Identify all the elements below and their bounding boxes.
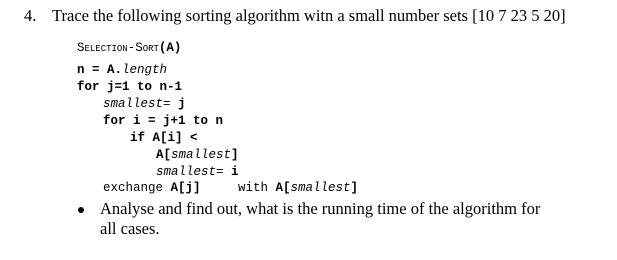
code-line-1-kw: n = A. [77, 63, 123, 77]
algorithm-name: Selection-Sort [77, 41, 159, 55]
code-line-7-italic: smallest= [156, 165, 224, 179]
code-line-3-italic: smallest= [103, 97, 171, 111]
code-line-6-a: A[ [156, 148, 172, 162]
code-line-8-e: ] [350, 181, 359, 195]
code-line-6-b: ] [231, 148, 239, 162]
algorithm-title [77, 40, 181, 56]
code-line-3 [103, 96, 186, 112]
code-line-6-italic: smallest [171, 148, 232, 162]
code-line-8-b: A[j] [170, 181, 201, 195]
question-text: Trace the following sorting algorithm witn a small number sets [10 7 23 5 20] [52, 6, 566, 25]
code-line-8-italic: smallest [290, 181, 351, 195]
code-line-2: for j=1 to n-1 [77, 80, 183, 94]
code-line-8 [103, 180, 201, 196]
bullet-icon [78, 207, 84, 213]
code-line-6 [156, 147, 239, 163]
algorithm-param: (A) [158, 41, 182, 55]
code-line-7-tail: i [223, 165, 239, 179]
code-line-8-c: with [238, 181, 276, 195]
code-line-8-a: exchange [103, 181, 171, 195]
code-line-1-italic: length [122, 63, 168, 77]
question-heading [24, 6, 566, 26]
code-line-5: if A[i] < [130, 131, 198, 145]
question-number: 4. [24, 6, 37, 25]
code-line-1 [77, 62, 167, 78]
bullet-text: Analyse and find out, what is the running time of the algorithm for all cases. [100, 199, 541, 238]
code-line-4: for i = j+1 to n [103, 114, 224, 128]
code-line-8-with [238, 180, 358, 196]
code-line-7 [156, 164, 239, 180]
code-line-3-tail: j [170, 97, 186, 111]
code-line-8-d: A[ [275, 181, 291, 195]
